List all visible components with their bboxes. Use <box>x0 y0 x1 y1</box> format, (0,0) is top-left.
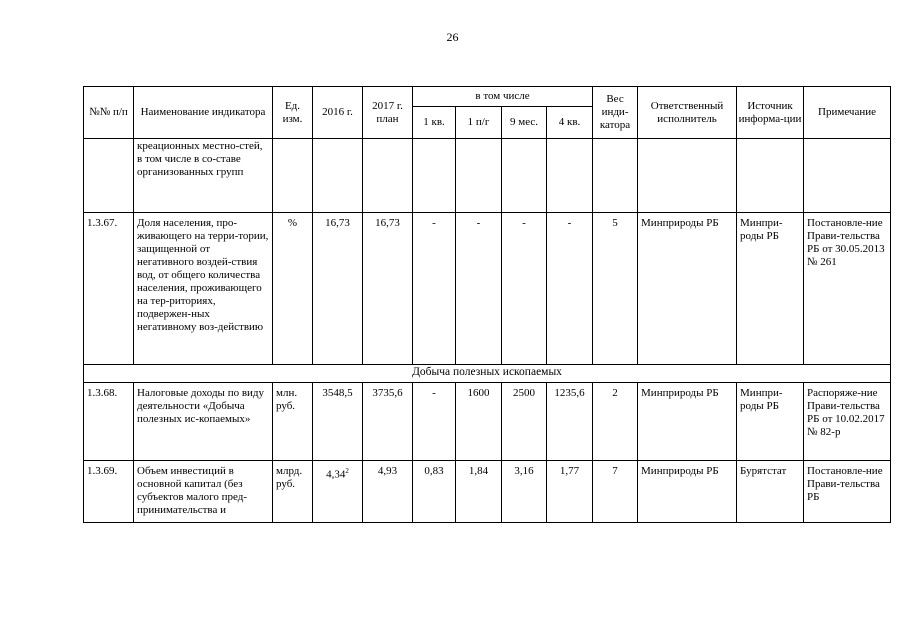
value-q1: - <box>413 213 456 365</box>
value-q1: - <box>413 383 456 461</box>
value-h1: - <box>456 213 502 365</box>
header-responsible: Ответственный исполнитель <box>638 87 737 139</box>
value-h1: 1,84 <box>456 461 502 523</box>
source-cell: Минпри-роды РБ <box>737 213 804 365</box>
note-cell: Постановле-ние Прави-тельства РБ <box>804 461 891 523</box>
value-q4: 1,77 <box>547 461 593 523</box>
value-q1: 0,83 <box>413 461 456 523</box>
page-number: 26 <box>446 30 459 44</box>
indicator-name: Налоговые доходы по виду деятельности «Добыча полезных ис-копаемых» <box>134 383 273 461</box>
header-name: Наименование индикатора <box>134 87 273 139</box>
footnote-mark: 2 <box>345 467 349 475</box>
value-q4: 1235,6 <box>547 383 593 461</box>
indicators-table <box>83 86 891 523</box>
value-2016-text: 4,34 <box>326 468 346 481</box>
header-2017-plan: 2017 г. план <box>363 87 413 139</box>
header-q4: 4 кв. <box>547 107 593 139</box>
header-including: в том числе <box>413 87 593 107</box>
value-2016: 3548,5 <box>313 383 363 461</box>
value-2017-plan: 3735,6 <box>363 383 413 461</box>
responsible-cell: Минприроды РБ <box>638 383 737 461</box>
value-9m: 2500 <box>502 383 547 461</box>
table-row <box>84 383 891 461</box>
section-row <box>84 365 891 383</box>
unit-cell: % <box>273 213 313 365</box>
value-q4: - <box>547 213 593 365</box>
source-cell: Бурятстат <box>737 461 804 523</box>
header-weight: Вес инди-катора <box>593 87 638 139</box>
indicator-name: креационных местно-стей, в том числе в со-ставе организованных групп <box>134 139 273 213</box>
weight-cell: 7 <box>593 461 638 523</box>
responsible-cell: Минприроды РБ <box>638 213 737 365</box>
value-h1: 1600 <box>456 383 502 461</box>
table-header <box>84 87 891 139</box>
header-2016: 2016 г. <box>313 87 363 139</box>
header-note: Примечание <box>804 87 891 139</box>
responsible-cell: Минприроды РБ <box>638 461 737 523</box>
note-cell: Распоряже-ние Прави-тельства РБ от 10.02.2017 № 82-р <box>804 383 891 461</box>
header-q1: 1 кв. <box>413 107 456 139</box>
table-row <box>84 139 891 213</box>
note-cell: Постановле-ние Прави-тельства РБ от 30.05.2013 № 261 <box>804 213 891 365</box>
value-2016 <box>313 461 363 523</box>
value-2017-plan: 4,93 <box>363 461 413 523</box>
header-unit: Ед. изм. <box>273 87 313 139</box>
table-row <box>84 461 891 523</box>
source-cell: Минпри-роды РБ <box>737 383 804 461</box>
weight-cell: 2 <box>593 383 638 461</box>
row-number: 1.3.67. <box>84 213 134 365</box>
section-title: Добыча полезных ископаемых <box>84 365 891 383</box>
value-2017-plan: 16,73 <box>363 213 413 365</box>
table-row <box>84 213 891 365</box>
unit-cell: млрд. руб. <box>273 461 313 523</box>
indicator-name: Объем инвестиций в основной капитал (без субъектов малого пред-принимательства и <box>134 461 273 523</box>
header-num: №№ п/п <box>84 87 134 139</box>
row-number: 1.3.68. <box>84 383 134 461</box>
value-9m: - <box>502 213 547 365</box>
weight-cell: 5 <box>593 213 638 365</box>
value-9m: 3,16 <box>502 461 547 523</box>
indicator-name: Доля населения, про-живающего на терри-тории, защищенной от негативного воздей-ствия вод, от общего количества населения, проживающего на тер-риториях, подвержен-ных негативному воз-действию <box>134 213 273 365</box>
row-number: 1.3.69. <box>84 461 134 523</box>
unit-cell: млн. руб. <box>273 383 313 461</box>
value-2016: 16,73 <box>313 213 363 365</box>
header-source: Источник информа-ции <box>737 87 804 139</box>
header-9m: 9 мес. <box>502 107 547 139</box>
header-h1: 1 п/г <box>456 107 502 139</box>
